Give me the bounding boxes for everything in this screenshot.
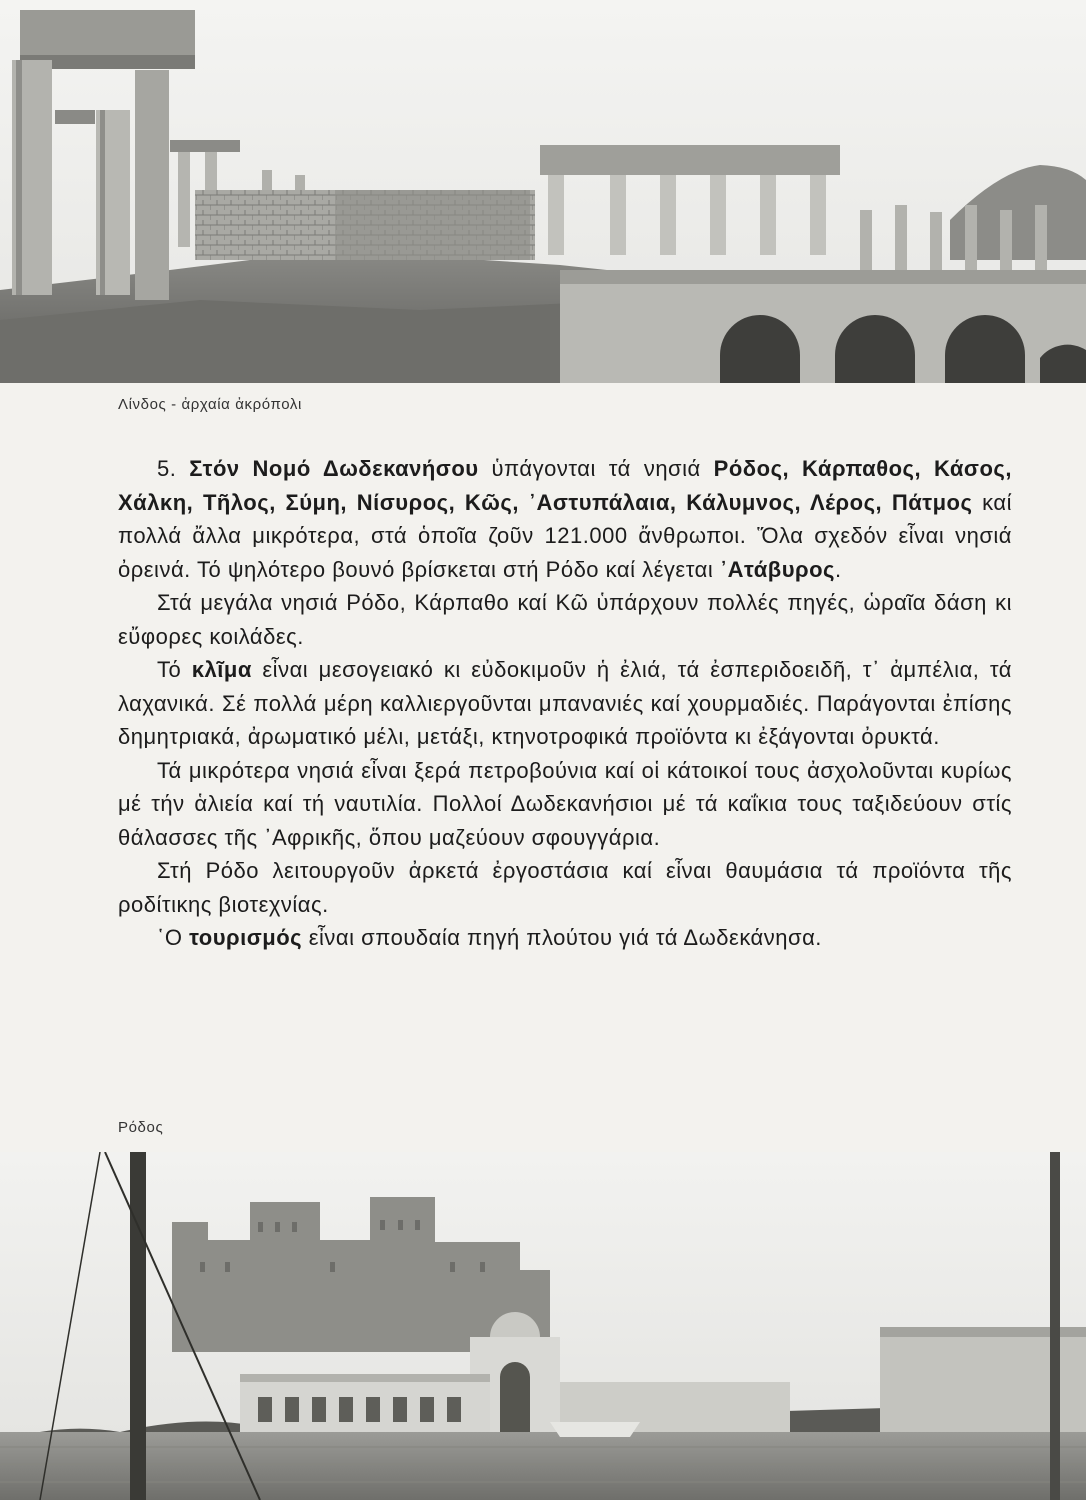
paragraph-springs: Στά μεγάλα νησιά Ρόδο, Κάρπαθο καί Κῶ ὑπάρχουν πολλές πηγές, ὡραῖα δάση κι εὔφορες κοιλάδες. bbox=[118, 590, 1012, 649]
rhodes-harbour-photo bbox=[0, 1152, 1086, 1500]
paragraph-dodecanese: 5. Στόν Νομό Δωδεκανήσου ὑπάγονται τά νησιά Ρόδος, Κάρπαθος, Κάσος, Χάλκη, Τῆλος, Σύμη, Νίσυρος, Κῶς, ᾿Αστυπάλαια, Κάλυμνος, Λέρος, Πάτμος καί πολλά ἄλλα μικρότερα, στά ὁποῖα ζοῦν 121.000 ἄνθρωποι. Ὅλα σχεδόν εἶναι νησιά ὀρεινά. Τό ψηλότερο βουνό βρίσκεται στή Ρόδο καί λέγεται ᾿Ατάβυρος. bbox=[118, 456, 1013, 582]
paragraph-tourism: ῾Ο τουρισμός εἶναι σπουδαία πηγή πλούτου γιά τά Δωδεκάνησα. bbox=[157, 925, 822, 950]
paragraph-factories: Στή Ρόδο λειτουργοῦν ἀρκετά ἐργοστάσια καί εἶναι θαυμάσια τά προϊόντα τῆς ροδίτικης βιοτεχνίας. bbox=[118, 858, 1012, 917]
body-text bbox=[118, 452, 1012, 955]
photo-caption-lindos: Λίνδος - ἀρχαία ἀκρόπολι bbox=[118, 396, 302, 413]
lindos-acropolis-illustration bbox=[0, 0, 1086, 383]
photo-caption-rhodes: Ρόδος bbox=[118, 1119, 164, 1136]
rhodes-harbour-illustration bbox=[0, 1152, 1086, 1500]
paragraph-climate: Τό κλῖμα εἶναι μεσογειακό κι εὐδοκιμοῦν ἡ ἐλιά, τά ἐσπεριδοειδῆ, τ᾿ ἀμπέλια, τά λαχανικά. Σέ πολλά μέρη καλλιεργοῦνται μπανανιές καί χουρμαδιές. Παράγονται ἐπίσης δημητριακά, ἀρωματικό μέλι, μετάξι, κτηνοτροφικά προϊόντα κι ἐξάγονται ὀρυκτά. bbox=[118, 657, 1012, 749]
paragraph-small-islands: Τά μικρότερα νησιά εἶναι ξερά πετροβούνια καί οἱ κάτοικοί τους ἀσχολοῦνται κυρίως μέ τήν ἁλιεία καί τή ναυτιλία. Πολλοί Δωδεκανήσιοι μέ τά καΐκια τους ταξιδεύουν στίς θάλασσες τῆς ᾿Αφρικῆς, ὅπου μαζεύουν σφουγγάρια. bbox=[118, 757, 1012, 850]
lindos-acropolis-photo bbox=[0, 0, 1086, 383]
